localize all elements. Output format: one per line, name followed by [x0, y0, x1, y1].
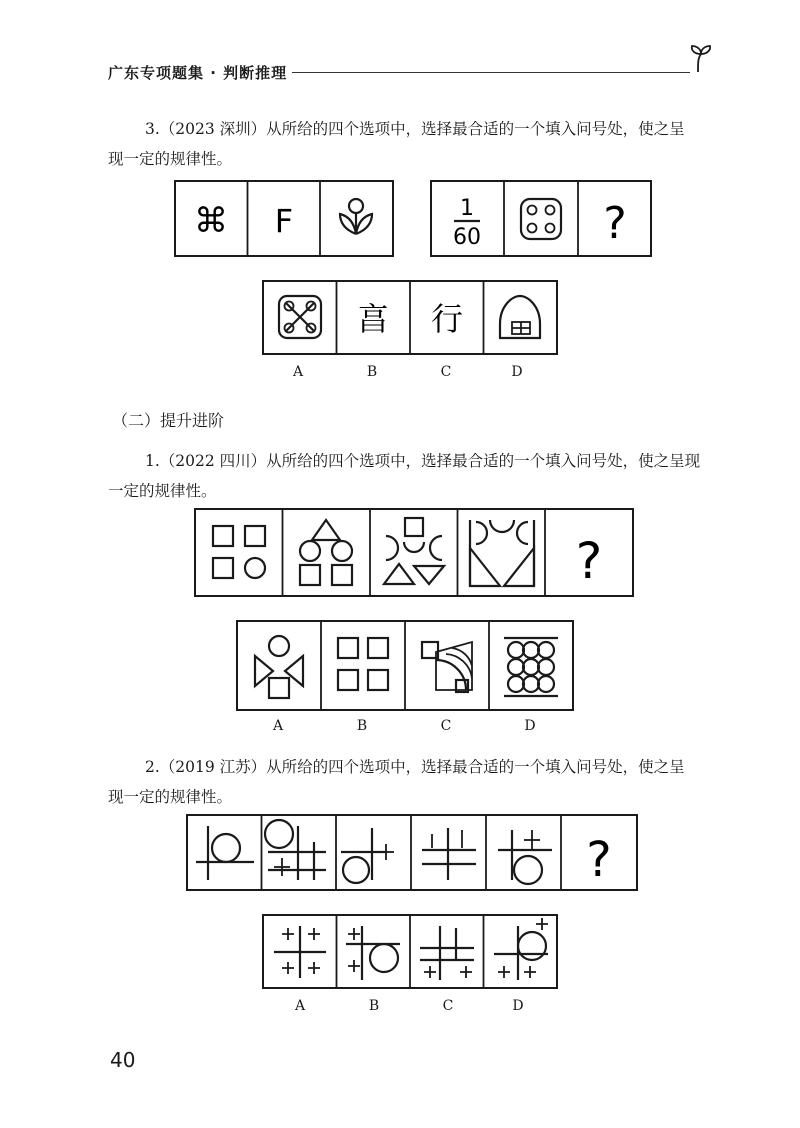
header-rule [292, 72, 690, 73]
p1-label-d: D [524, 718, 536, 734]
section-title: （二）提升进阶 [112, 411, 225, 430]
option-b-figure[interactable]: 亯 [356, 300, 390, 338]
q3-sequence-left [174, 180, 394, 258]
q3-text-line2: 现一定的规律性。 [108, 150, 233, 168]
p2-options [262, 914, 558, 990]
fraction-bottom: 60 [453, 225, 481, 250]
p2-text-line1: 2.（2019 江苏）从所给的四个选项中，选择最合适的一个填入问号处，使之呈 [145, 758, 685, 776]
option-c-figure[interactable]: 行 [430, 300, 464, 338]
command-glyph: ⌘ [194, 201, 228, 241]
q3-label-d: D [511, 364, 523, 380]
p1-text-line1: 1.（2022 四川）从所给的四个选项中，选择最合适的一个填入问号处，使之呈现 [145, 452, 701, 470]
q3-text-line1: 3.（2023 深圳）从所给的四个选项中，选择最合适的一个填入问号处，使之呈 [145, 120, 685, 138]
q3-label-c: C [440, 364, 452, 380]
question-mark: ? [586, 832, 612, 888]
fraction-top: 1 [460, 196, 474, 221]
q3-options [262, 280, 558, 356]
q3-label-b: B [366, 364, 378, 380]
question-mark: ? [575, 532, 603, 590]
running-header: 广东专项题集 · 判断推理 [108, 64, 288, 82]
p1-sequence [194, 508, 634, 598]
p1-text-line2: 一定的规律性。 [108, 482, 217, 500]
p2-text-line2: 现一定的规律性。 [108, 788, 233, 806]
p1-label-c: C [440, 718, 452, 734]
q3-sequence-right [430, 180, 652, 258]
p1-label-a: A [272, 718, 284, 734]
p2-label-a: A [294, 998, 306, 1014]
p1-options [236, 620, 574, 712]
q3-label-a: A [292, 364, 304, 380]
question-mark: ? [603, 198, 627, 249]
page-number: 40 [110, 1048, 136, 1072]
sprout-icon [688, 44, 714, 74]
p2-label-c: C [442, 998, 454, 1014]
p1-label-b: B [356, 718, 368, 734]
letter-f: F [274, 202, 294, 240]
p2-sequence [186, 814, 638, 892]
p2-label-d: D [512, 998, 524, 1014]
p2-label-b: B [368, 998, 380, 1014]
